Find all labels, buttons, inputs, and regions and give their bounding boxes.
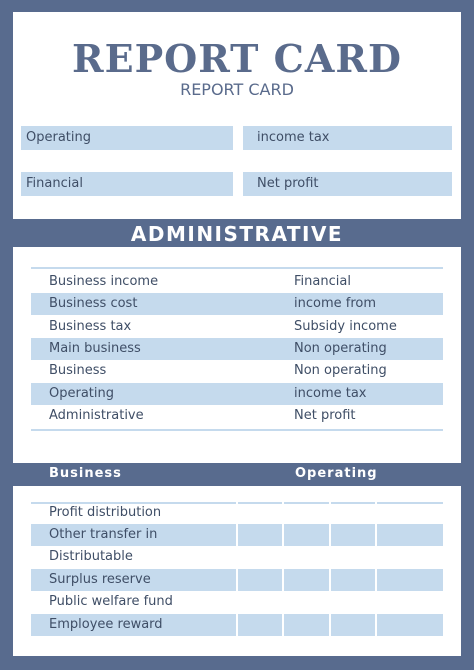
table-bottom-rule (31, 429, 443, 431)
row-label: Public welfare fund (49, 594, 173, 609)
row-label: Business (49, 363, 107, 378)
row-value: Non operating (294, 363, 387, 378)
row-value: Subsidy income (294, 319, 397, 334)
row-value: Non operating (294, 341, 387, 356)
field-financial: Financial (21, 172, 233, 196)
table-row (31, 293, 443, 315)
row-value: Net profit (294, 408, 356, 423)
row-value: income from (294, 296, 376, 311)
row-label: Business tax (49, 319, 132, 334)
row-label: Surplus reserve (49, 572, 151, 587)
row-value: Financial (294, 274, 351, 289)
field-operating: Operating (21, 126, 233, 150)
table-top-rule (31, 267, 443, 269)
admin-table-panel (13, 247, 461, 463)
grid-column-divider (282, 502, 284, 636)
section-title: ADMINISTRATIVE (130, 222, 344, 246)
row-label: Employee reward (49, 617, 163, 632)
grid-column-divider (329, 502, 331, 636)
row-label: Profit distribution (49, 505, 162, 520)
distribution-panel (13, 486, 461, 656)
row-label: Business cost (49, 296, 138, 311)
table-row (31, 383, 443, 405)
page-subtitle: REPORT CARD (180, 80, 294, 99)
field-income-tax: income tax (243, 126, 452, 150)
row-value: income tax (294, 386, 367, 401)
table-row (31, 271, 443, 293)
table-row (31, 405, 443, 427)
grid-column-divider (375, 502, 377, 636)
row-label: Distributable (49, 549, 133, 564)
row-label: Operating (49, 386, 114, 401)
grid-column-divider (236, 502, 238, 636)
bottom-header-business: Business (49, 466, 122, 481)
row-label: Main business (49, 341, 141, 356)
page-title: REPORT CARD (72, 36, 402, 81)
table-row (31, 338, 443, 360)
table-row (31, 360, 443, 382)
field-net-profit: Net profit (243, 172, 452, 196)
row-label: Other transfer in (49, 527, 158, 542)
header-panel (13, 12, 461, 219)
bottom-header-operating: Operating (295, 466, 378, 481)
row-label: Business income (49, 274, 159, 289)
table-row (31, 316, 443, 338)
row-label: Administrative (49, 408, 144, 423)
